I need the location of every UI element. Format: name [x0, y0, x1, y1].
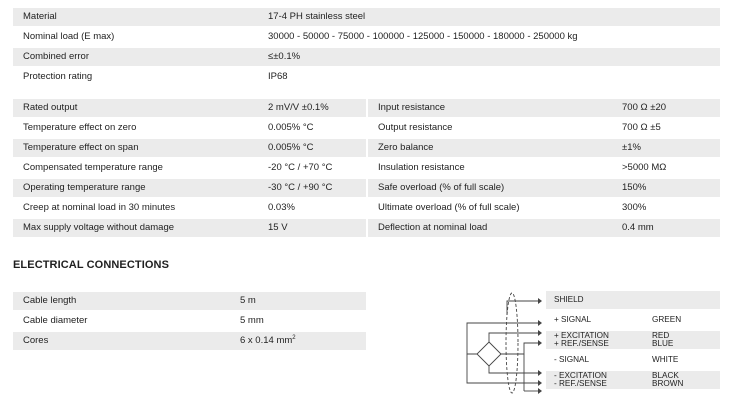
spec-label: Output resistance: [378, 122, 453, 133]
spec-label: Cable diameter: [23, 315, 88, 326]
wiring-row: [546, 331, 720, 349]
spec-value: 6 x 0.14 $mm^2$: [240, 334, 296, 346]
spec-value: 5 m: [240, 295, 256, 306]
shield-wire: [507, 301, 538, 315]
spec-label: Temperature effect on span: [23, 142, 139, 153]
general-spec-row: [13, 68, 720, 86]
spec-label: Input resistance: [378, 102, 446, 113]
spec-label: Cores: [23, 335, 49, 346]
wire-color-label: BROWN: [652, 379, 684, 389]
spec-label: Cable length: [23, 295, 77, 306]
spec-label: Zero balance: [378, 142, 434, 153]
spec-value: 700 Ω ±20: [622, 102, 667, 113]
arrow-excitation-icon: [538, 320, 542, 326]
spec-row-right: [368, 119, 720, 137]
wire-color-label: RED: [652, 331, 670, 340]
cable-shield-ellipse: [506, 293, 518, 393]
spec-label: Insulation resistance: [378, 162, 465, 173]
spec-label: Compensated temperature range: [23, 162, 163, 173]
plus-signal-wire: [489, 333, 538, 342]
wire-signal-label: SHIELD: [554, 295, 584, 304]
cable-spec-row: [13, 332, 366, 350]
general-spec-row: [13, 48, 720, 66]
excitation-wire-left: [467, 323, 538, 354]
spec-row-right: [368, 99, 720, 117]
wiring-row: [546, 291, 720, 309]
minus-excitation-wire: [467, 354, 538, 383]
arrow-signal-icon: [538, 330, 542, 336]
wire-signal-label: + REF./SENSE: [554, 339, 609, 349]
spec-row-left: [13, 179, 366, 197]
spec-value: 0.005% °C: [268, 122, 314, 133]
cable-spec-row: [13, 292, 366, 310]
minus-signal-wire: [489, 366, 538, 373]
arrow-minus-excitation-icon: [538, 380, 542, 386]
wire-color-label: WHITE: [652, 355, 679, 364]
spec-value: 700 Ω ±5: [622, 122, 661, 133]
wire-color-label: BLACK: [652, 371, 679, 380]
spec-value: IP68: [268, 71, 288, 82]
spec-value: 2 mV/V ±0.1%: [268, 102, 329, 113]
bridge-diamond: [477, 342, 501, 366]
spec-value: ≤±0.1%: [268, 51, 301, 62]
wire-signal-label: + SIGNAL: [554, 315, 592, 324]
wire-signal-label: + EXCITATION: [554, 331, 609, 340]
wire-color-label: BLUE: [652, 339, 674, 349]
wire-signal-label: - REF./SENSE: [554, 379, 607, 389]
spec-value: 5 mm: [240, 315, 264, 326]
spec-value: 17-4 PH stainless steel: [268, 11, 366, 22]
cable-spec-row: [13, 312, 366, 330]
spec-label: Combined error: [23, 51, 89, 62]
spec-label: Ultimate overload (% of full scale): [378, 202, 520, 213]
arrow-sense-icon: [538, 340, 542, 346]
spec-row-right: [368, 219, 720, 237]
spec-label: Material: [23, 11, 57, 22]
wire-color-label: GREEN: [652, 315, 682, 324]
spec-label: Safe overload (% of full scale): [378, 182, 505, 193]
wire-signal-label: - EXCITATION: [554, 371, 607, 380]
arrow-shield-icon: [538, 298, 542, 304]
spec-row-left: [13, 159, 366, 177]
spec-value: -30 °C / +90 °C: [268, 182, 333, 193]
spec-label: Temperature effect on zero: [23, 122, 137, 133]
spec-row-left: [13, 139, 366, 157]
general-spec-row: [13, 28, 720, 46]
spec-value: 0.005% °C: [268, 142, 314, 153]
section-title-electrical-connections: ELECTRICAL CONNECTIONS: [13, 259, 170, 271]
spec-row-left: [13, 119, 366, 137]
spec-value: >5000 MΩ: [622, 162, 667, 173]
wiring-legend: [546, 291, 720, 397]
unit-superscript: 2: [292, 334, 296, 341]
spec-row-left: [13, 199, 366, 217]
wire-signal-label: - SIGNAL: [554, 355, 590, 364]
arrow-minus-sense-icon: [538, 388, 542, 394]
spec-value: ±1%: [622, 142, 641, 153]
spec-row-left: [13, 99, 366, 117]
spec-row-right: [368, 159, 720, 177]
spec-row-right: [368, 139, 720, 157]
spec-label: Creep at nominal load in 30 minutes: [23, 202, 176, 213]
spec-label: Rated output: [23, 102, 78, 113]
spec-value: 0.4 mm: [622, 222, 654, 233]
spec-label: Operating temperature range: [23, 182, 146, 193]
spec-label: Nominal load (E max): [23, 31, 115, 42]
spec-row-left: [13, 219, 366, 237]
spec-value: 30000 - 50000 - 75000 - 100000 - 125000 - 150000 - 180000 - 250000 kg: [268, 31, 578, 42]
spec-label: Max supply voltage without damage: [23, 222, 175, 233]
wiring-row: [546, 351, 720, 369]
wiring-row: [546, 371, 720, 389]
spec-value: 0.03%: [268, 202, 295, 213]
spec-row-right: [368, 179, 720, 197]
general-spec-row: [13, 8, 720, 26]
wiring-diagram: [462, 287, 542, 397]
spec-label: Deflection at nominal load: [378, 222, 488, 233]
spec-value: 300%: [622, 202, 647, 213]
spec-value: -20 °C / +70 °C: [268, 162, 333, 173]
spec-value: 150%: [622, 182, 647, 193]
spec-value: 15 V: [268, 222, 288, 233]
spec-row-right: [368, 199, 720, 217]
spec-label: Protection rating: [23, 71, 93, 82]
wiring-row: [546, 311, 720, 329]
arrow-minus-signal-icon: [538, 370, 542, 376]
